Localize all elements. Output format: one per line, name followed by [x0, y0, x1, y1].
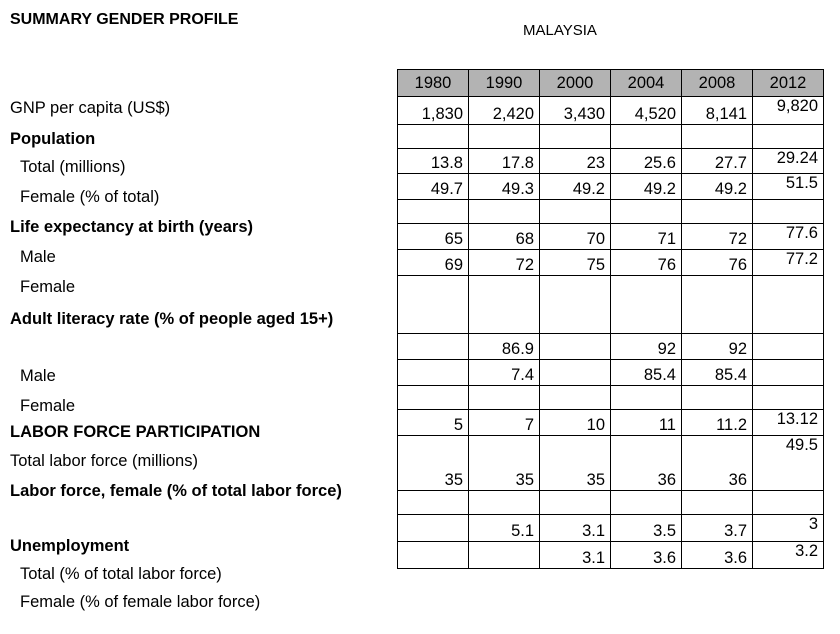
year-header: 2000 [540, 70, 611, 97]
table-row [398, 360, 824, 386]
row-label: Female [20, 278, 76, 296]
table-cell: 49.2 [611, 174, 682, 200]
country-heading: MALAYSIA [523, 22, 597, 39]
table-cell [540, 491, 611, 515]
table-cell: 69 [398, 250, 469, 276]
table-cell: 25.6 [611, 149, 682, 174]
table-row [398, 542, 824, 569]
table-row [398, 334, 824, 360]
row-label: Adult literacy rate (% of people aged 15+) [10, 310, 334, 328]
table-cell: 1,830 [398, 97, 469, 125]
table-cell: 5 [398, 410, 469, 436]
table-cell [682, 125, 753, 149]
table-cell [753, 491, 824, 515]
row-label: GNP per capita (US$) [10, 99, 171, 117]
year-header: 1990 [469, 70, 540, 97]
table-row [398, 97, 824, 125]
table-cell [398, 515, 469, 542]
table-cell: 11 [611, 410, 682, 436]
table-cell: 3.1 [540, 542, 611, 569]
row-label: Total (millions) [20, 158, 126, 176]
table-cell: 35 [398, 436, 469, 491]
table-cell: 49.7 [398, 174, 469, 200]
table-cell [398, 386, 469, 410]
table-cell [469, 200, 540, 224]
table-cell [469, 386, 540, 410]
table-cell [540, 125, 611, 149]
table-cell [469, 276, 540, 334]
table-cell [682, 386, 753, 410]
table-cell: 8,141 [682, 97, 753, 125]
table-cell: 65 [398, 224, 469, 250]
table-cell: 51.5 [753, 174, 824, 200]
table-cell: 49.2 [540, 174, 611, 200]
table-cell [753, 386, 824, 410]
table-cell: 23 [540, 149, 611, 174]
year-header: 2012 [753, 70, 824, 97]
table-cell: 36 [611, 436, 682, 491]
table-cell: 3.5 [611, 515, 682, 542]
table-cell: 77.2 [753, 250, 824, 276]
table-cell: 49.3 [469, 174, 540, 200]
table-cell [753, 334, 824, 360]
table-cell [611, 386, 682, 410]
year-header: 1980 [398, 70, 469, 97]
table-row [398, 276, 824, 334]
table-cell: 2,420 [469, 97, 540, 125]
table-cell [753, 125, 824, 149]
table-row [398, 491, 824, 515]
year-header: 2008 [682, 70, 753, 97]
table-cell [753, 276, 824, 334]
row-label: Female (% of female labor force) [20, 593, 261, 611]
table-row [398, 250, 824, 276]
table-cell: 3 [753, 515, 824, 542]
table-cell: 71 [611, 224, 682, 250]
table-cell: 3.6 [611, 542, 682, 569]
table-cell: 3,430 [540, 97, 611, 125]
year-header: 2004 [611, 70, 682, 97]
table-cell: 85.4 [682, 360, 753, 386]
data-table [397, 69, 824, 569]
table-cell: 35 [540, 436, 611, 491]
table-cell [398, 125, 469, 149]
row-label: Male [20, 248, 56, 266]
table-cell [398, 200, 469, 224]
table-cell: 10 [540, 410, 611, 436]
page-title: SUMMARY GENDER PROFILE [10, 11, 239, 28]
table-cell: 13.12 [753, 410, 824, 436]
table-cell: 76 [682, 250, 753, 276]
table-cell: 7 [469, 410, 540, 436]
table-row [398, 515, 824, 542]
table-cell: 3.1 [540, 515, 611, 542]
table-cell: 5.1 [469, 515, 540, 542]
table-cell [398, 334, 469, 360]
table-cell [540, 386, 611, 410]
table-cell: 17.8 [469, 149, 540, 174]
table-row [398, 410, 824, 436]
row-label: LABOR FORCE PARTICIPATION [10, 423, 261, 441]
table-cell [753, 200, 824, 224]
table-row [398, 174, 824, 200]
table-cell: 85.4 [611, 360, 682, 386]
table-row [398, 436, 824, 491]
table-cell: 75 [540, 250, 611, 276]
row-label: Male [20, 367, 56, 385]
table-cell [398, 276, 469, 334]
table-row [398, 200, 824, 224]
table-cell: 86.9 [469, 334, 540, 360]
table-cell: 4,520 [611, 97, 682, 125]
table-cell: 70 [540, 224, 611, 250]
table-cell [469, 125, 540, 149]
row-label: Female (% of total) [20, 188, 160, 206]
table-cell [540, 276, 611, 334]
table-cell [469, 542, 540, 569]
table-cell: 76 [611, 250, 682, 276]
table-cell: 72 [682, 224, 753, 250]
table-cell [398, 491, 469, 515]
table-cell [469, 491, 540, 515]
row-label: Population [10, 130, 96, 148]
table-cell: 3.6 [682, 542, 753, 569]
table-cell [398, 360, 469, 386]
table-row [398, 125, 824, 149]
table-cell: 49.5 [753, 436, 824, 491]
table-cell [682, 276, 753, 334]
table-cell [611, 276, 682, 334]
table-row [398, 224, 824, 250]
table-cell [682, 200, 753, 224]
header-row [398, 70, 824, 97]
row-label: Female [20, 397, 76, 415]
table-cell: 13.8 [398, 149, 469, 174]
table-cell: 27.7 [682, 149, 753, 174]
table-cell: 7.4 [469, 360, 540, 386]
table-cell [611, 125, 682, 149]
table-cell: 92 [611, 334, 682, 360]
table-cell: 68 [469, 224, 540, 250]
table-cell [753, 360, 824, 386]
table-row [398, 149, 824, 174]
table-cell: 35 [469, 436, 540, 491]
table-cell [540, 200, 611, 224]
table-cell [682, 491, 753, 515]
row-label: Unemployment [10, 537, 130, 555]
table-cell [540, 360, 611, 386]
table-cell: 77.6 [753, 224, 824, 250]
table-cell: 11.2 [682, 410, 753, 436]
row-label: Total (% of total labor force) [20, 565, 222, 583]
table-cell: 92 [682, 334, 753, 360]
table-cell [611, 491, 682, 515]
table-cell [611, 200, 682, 224]
row-label: Life expectancy at birth (years) [10, 218, 254, 236]
table-cell: 36 [682, 436, 753, 491]
table-cell: 3.2 [753, 542, 824, 569]
table-row [398, 386, 824, 410]
table-cell: 72 [469, 250, 540, 276]
table-cell: 29.24 [753, 149, 824, 174]
row-label: Labor force, female (% of total labor force) [10, 482, 342, 500]
table-cell [540, 334, 611, 360]
table-cell [398, 542, 469, 569]
row-label: Total labor force (millions) [10, 452, 198, 470]
table-cell: 9,820 [753, 97, 824, 125]
table-cell: 3.7 [682, 515, 753, 542]
table-cell: 49.2 [682, 174, 753, 200]
